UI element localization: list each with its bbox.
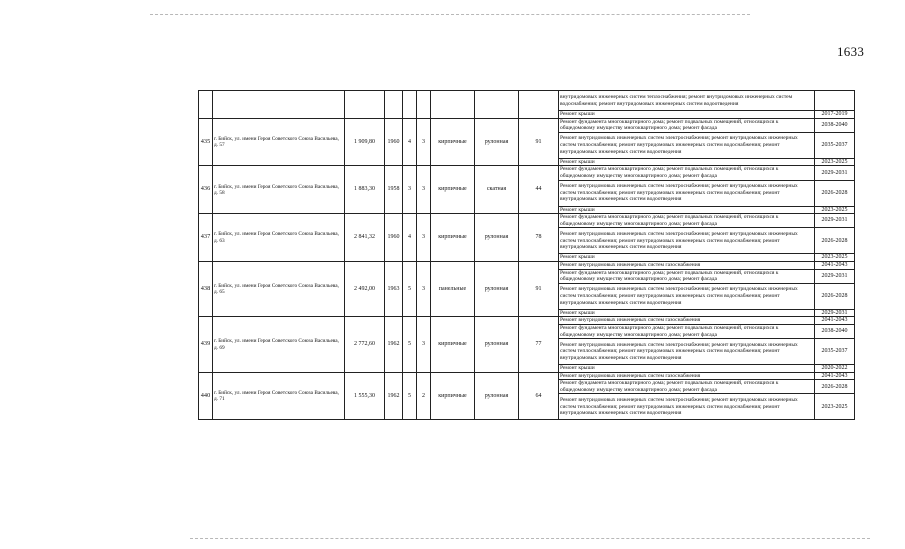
repair-period-cell: 2029-2031 xyxy=(815,309,855,317)
repair-period-cell: 2035-2037 xyxy=(815,339,855,365)
table-row xyxy=(199,261,855,269)
house-number-cell: 440 xyxy=(199,372,213,420)
repair-work-cell: Ремонт фундамента многоквартирного дома; ремонт подвальных помещений, относящихся к общедомовому имуществу многоквартирного дома; ремонт фасада xyxy=(559,214,815,228)
house-walls-cell: кирпичные xyxy=(431,166,475,214)
repair-period-cell xyxy=(815,91,855,111)
house-entrances-cell: 3 xyxy=(417,317,431,372)
house-area-cell: 1 909,80 xyxy=(345,118,385,166)
repair-work-cell: Ремонт крыши xyxy=(559,206,815,214)
house-entrances-cell: 3 xyxy=(417,261,431,316)
repair-work-cell: Ремонт внутридомовых инженерных систем электроснабжения; ремонт внутридомовых инженерных систем теплоснабжения; ремонт внутридомовых инженерных систем водоснабжения; ремонт внутридомовых инженерных систем водоотведения xyxy=(559,132,815,158)
repair-period-cell: 2026-2028 xyxy=(815,283,855,309)
house-roof-cell: скатная xyxy=(475,166,519,214)
house-floors-cell: 5 xyxy=(403,261,417,316)
house-entrances-cell: 3 xyxy=(417,166,431,214)
house-year-cell: 1963 xyxy=(385,261,403,316)
house-address-cell: г. Бийск, ул. имени Героя Советского Союза Васильева, д. 63 xyxy=(213,214,345,262)
house-floors-cell xyxy=(403,91,417,119)
house-walls-cell: кирпичные xyxy=(431,118,475,166)
house-roof-cell: рулонная xyxy=(475,118,519,166)
house-area-cell: 2 841,32 xyxy=(345,214,385,262)
repair-work-cell: Ремонт внутридомовых инженерных систем электроснабжения; ремонт внутридомовых инженерных систем теплоснабжения; ремонт внутридомовых инженерных систем водоснабжения; ремонт внутридомовых инженерных систем водоотведения xyxy=(559,339,815,365)
table-row xyxy=(199,166,855,180)
house-residents-cell: 44 xyxy=(519,166,559,214)
repair-work-cell: Ремонт внутридомовых инженерных систем электроснабжения; ремонт внутридомовых инженерных систем теплоснабжения; ремонт внутридомовых инженерных систем водоснабжения; ремонт внутридомовых инженерных систем водоотведения xyxy=(559,394,815,420)
house-roof-cell: рулонная xyxy=(475,214,519,262)
house-number-cell: 438 xyxy=(199,261,213,316)
house-residents-cell: 64 xyxy=(519,372,559,420)
house-entrances-cell xyxy=(417,91,431,119)
house-entrances-cell: 2 xyxy=(417,372,431,420)
house-floors-cell: 5 xyxy=(403,372,417,420)
house-year-cell xyxy=(385,91,403,119)
house-area-cell: 1 883,30 xyxy=(345,166,385,214)
repair-period-cell: 2020-2022 xyxy=(815,365,855,373)
repair-work-cell: Ремонт внутридомовых инженерных систем электроснабжения; ремонт внутридомовых инженерных систем теплоснабжения; ремонт внутридомовых инженерных систем водоснабжения; ремонт внутридомовых инженерных систем водоотведения xyxy=(559,283,815,309)
house-year-cell: 1962 xyxy=(385,317,403,372)
house-number-cell: 437 xyxy=(199,214,213,262)
repair-work-cell: Ремонт фундамента многоквартирного дома; ремонт подвальных помещений, относящихся к общедомовому имуществу многоквартирного дома; ремонт фасада xyxy=(559,118,815,132)
house-floors-cell: 3 xyxy=(403,166,417,214)
house-walls-cell: панельные xyxy=(431,261,475,316)
repair-work-cell: Ремонт крыши xyxy=(559,309,815,317)
scan-edge-top xyxy=(150,14,750,16)
repair-work-cell: Ремонт внутридомовых инженерных систем газоснабжения xyxy=(559,317,815,325)
page-number: 1633 xyxy=(837,44,865,59)
repair-work-cell: Ремонт крыши xyxy=(559,111,815,119)
repair-work-cell: Ремонт фундамента многоквартирного дома; ремонт подвальных помещений, относящихся к общедомовому имуществу многоквартирного дома; ремонт фасада xyxy=(559,269,815,283)
repair-period-cell: 2026-2028 xyxy=(815,380,855,394)
house-area-cell: 2 492,00 xyxy=(345,261,385,316)
house-address-cell: г. Бийск, ул. имени Героя Советского Союза Васильева, д. 69 xyxy=(213,317,345,372)
table-row xyxy=(199,372,855,380)
repair-period-cell: 2035-2037 xyxy=(815,132,855,158)
house-number-cell: 436 xyxy=(199,166,213,214)
house-entrances-cell: 3 xyxy=(417,214,431,262)
repair-period-cell: 2026-2028 xyxy=(815,180,855,206)
house-address-cell xyxy=(213,91,345,119)
repair-work-cell: Ремонт фундамента многоквартирного дома; ремонт подвальных помещений, относящихся к общедомовому имуществу многоквартирного дома; ремонт фасада xyxy=(559,380,815,394)
repair-period-cell: 2038-2040 xyxy=(815,324,855,338)
repair-work-cell: Ремонт крыши xyxy=(559,158,815,166)
table-row xyxy=(199,91,855,111)
house-floors-cell: 4 xyxy=(403,118,417,166)
repair-period-cell: 2023-2025 xyxy=(815,158,855,166)
repair-period-cell: 2029-2031 xyxy=(815,166,855,180)
repair-work-cell: Ремонт внутридомовых инженерных систем газоснабжения xyxy=(559,372,815,380)
house-address-cell: г. Бийск, ул. имени Героя Советского Союза Васильева, д. 58 xyxy=(213,166,345,214)
house-floors-cell: 5 xyxy=(403,317,417,372)
repair-work-cell: Ремонт внутридомовых инженерных систем газоснабжения xyxy=(559,261,815,269)
house-address-cell: г. Бийск, ул. имени Героя Советского Союза Васильева, д. 71 xyxy=(213,372,345,420)
repair-work-cell: Ремонт крыши xyxy=(559,254,815,262)
repair-period-cell: 2023-2025 xyxy=(815,394,855,420)
repair-work-cell: Ремонт крыши xyxy=(559,365,815,373)
repair-period-cell: 2023-2025 xyxy=(815,254,855,262)
capital-repair-register-table xyxy=(198,90,855,420)
house-walls-cell xyxy=(431,91,475,119)
house-roof-cell: рулонная xyxy=(475,317,519,372)
house-walls-cell: кирпичные xyxy=(431,372,475,420)
repair-period-cell: 2041-2043 xyxy=(815,261,855,269)
repair-period-cell: 2023-2025 xyxy=(815,206,855,214)
table-row xyxy=(199,118,855,132)
house-address-cell: г. Бийск, ул. имени Героя Советского Союза Васильева, д. 65 xyxy=(213,261,345,316)
repair-period-cell: 2038-2040 xyxy=(815,118,855,132)
repair-period-cell: 2029-2031 xyxy=(815,214,855,228)
register-body xyxy=(199,91,855,420)
house-address-cell: г. Бийск, ул. имени Героя Советского Союза Васильева, д. 57 xyxy=(213,118,345,166)
house-number-cell: 435 xyxy=(199,118,213,166)
repair-period-cell: 2041-2043 xyxy=(815,372,855,380)
house-residents-cell: 91 xyxy=(519,261,559,316)
house-area-cell: 1 555,30 xyxy=(345,372,385,420)
house-walls-cell: кирпичные xyxy=(431,214,475,262)
repair-work-cell: Ремонт фундамента многоквартирного дома; ремонт подвальных помещений, относящихся к общедомовому имуществу многоквартирного дома; ремонт фасада xyxy=(559,166,815,180)
house-year-cell: 1962 xyxy=(385,372,403,420)
house-number-cell: 439 xyxy=(199,317,213,372)
house-year-cell: 1960 xyxy=(385,214,403,262)
repair-work-cell: Ремонт внутридомовых инженерных систем электроснабжения; ремонт внутридомовых инженерных систем теплоснабжения; ремонт внутридомовых инженерных систем водоснабжения; ремонт внутридомовых инженерных систем водоотведения xyxy=(559,228,815,254)
house-floors-cell: 4 xyxy=(403,214,417,262)
repair-period-cell: 2026-2028 xyxy=(815,228,855,254)
house-entrances-cell: 3 xyxy=(417,118,431,166)
house-number-cell xyxy=(199,91,213,119)
repair-work-cell: внутридомовых инженерных систем теплоснабжения; ремонт внутридомовых инженерных систем водоснабжения; ремонт внутридомовых инженерных систем водоотведения xyxy=(559,91,815,111)
table-row xyxy=(199,317,855,325)
house-area-cell: 2 772,60 xyxy=(345,317,385,372)
repair-period-cell: 2029-2031 xyxy=(815,269,855,283)
scan-edge-bottom xyxy=(190,538,870,540)
house-year-cell: 1960 xyxy=(385,118,403,166)
house-year-cell: 1958 xyxy=(385,166,403,214)
house-residents-cell: 78 xyxy=(519,214,559,262)
repair-work-cell: Ремонт внутридомовых инженерных систем электроснабжения; ремонт внутридомовых инженерных систем теплоснабжения; ремонт внутридомовых инженерных систем водоснабжения; ремонт внутридомовых инженерных систем водоотведения xyxy=(559,180,815,206)
house-roof-cell xyxy=(475,91,519,119)
house-walls-cell: кирпичные xyxy=(431,317,475,372)
repair-work-cell: Ремонт фундамента многоквартирного дома; ремонт подвальных помещений, относящихся к общедомовому имуществу многоквартирного дома; ремонт фасада xyxy=(559,324,815,338)
repair-period-cell: 2041-2043 xyxy=(815,317,855,325)
house-residents-cell: 77 xyxy=(519,317,559,372)
house-roof-cell: рулонная xyxy=(475,372,519,420)
table-row xyxy=(199,214,855,228)
house-residents-cell: 91 xyxy=(519,118,559,166)
repair-period-cell: 2017-2019 xyxy=(815,111,855,119)
house-residents-cell xyxy=(519,91,559,119)
house-roof-cell: рулонная xyxy=(475,261,519,316)
house-area-cell xyxy=(345,91,385,119)
